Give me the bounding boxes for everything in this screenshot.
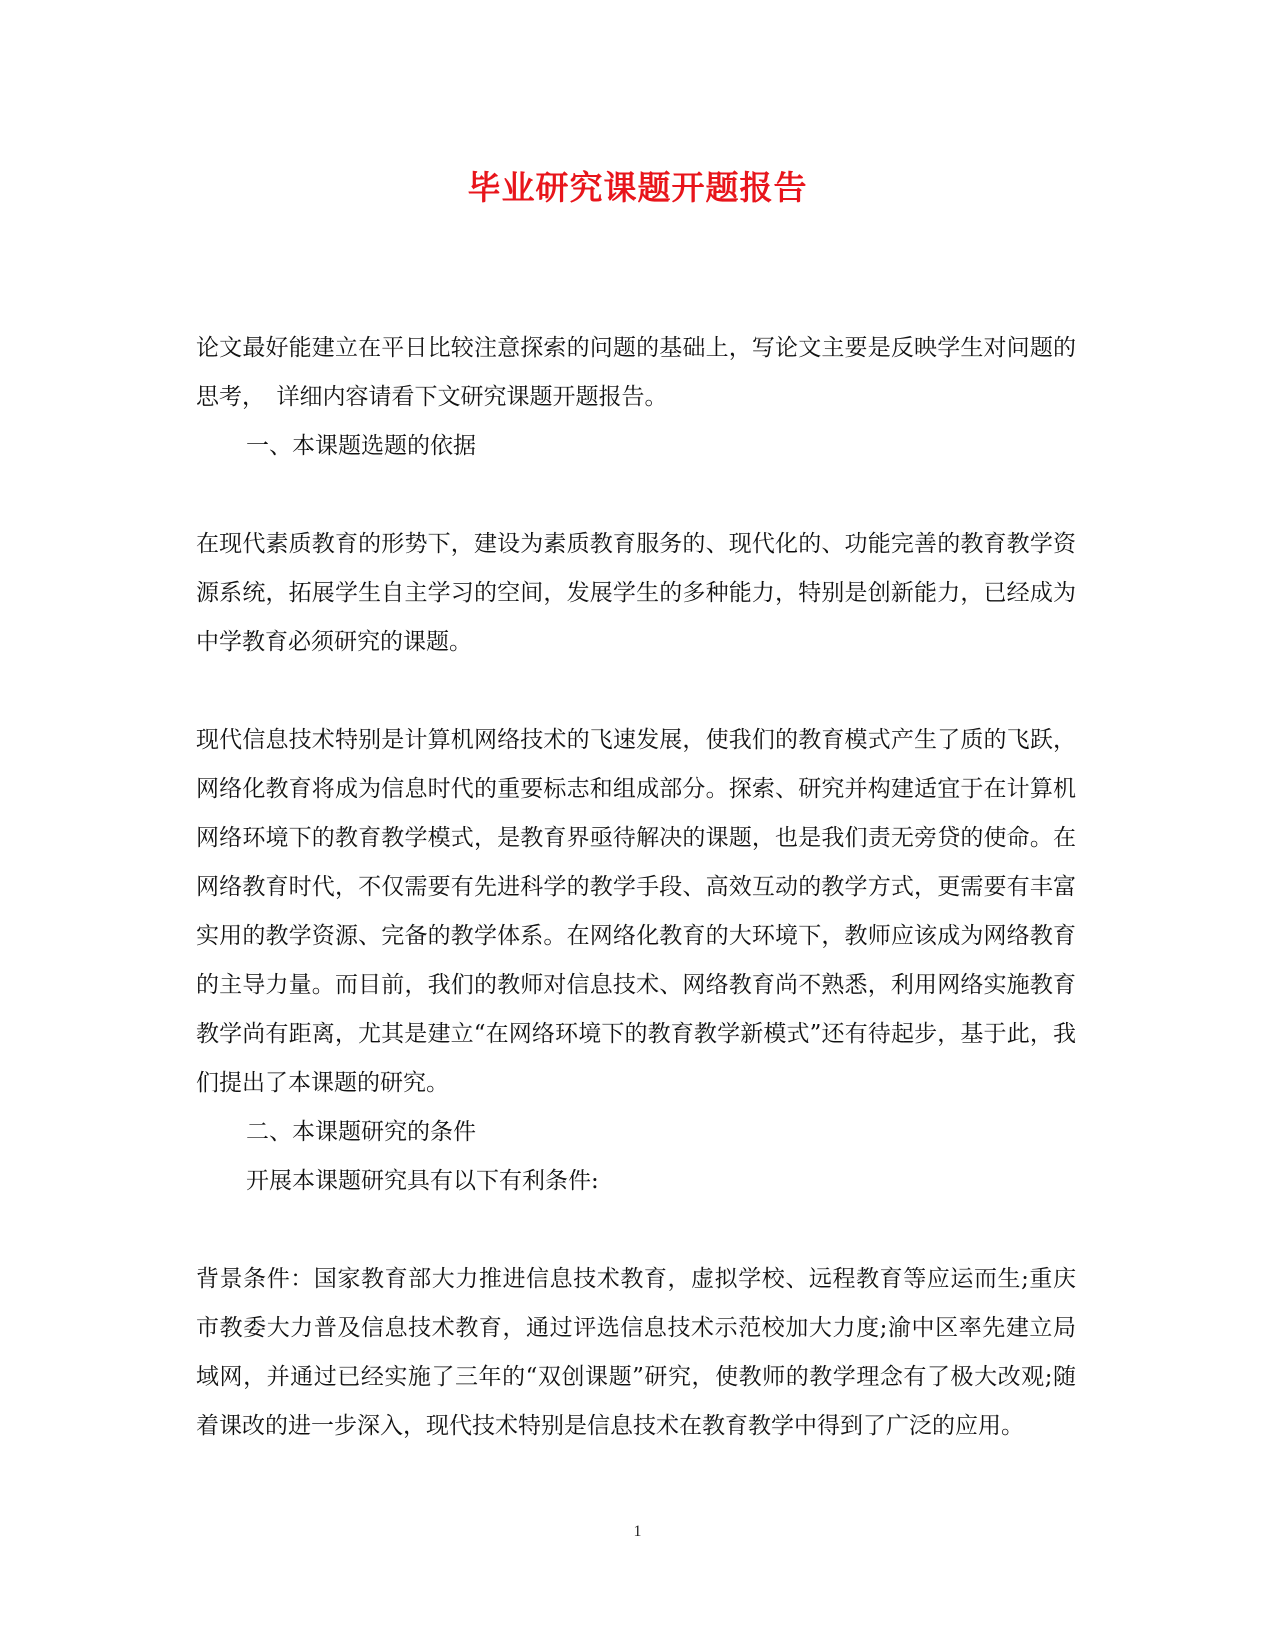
- document-title: 毕业研究课题开题报告: [467, 168, 808, 207]
- page-number: 1: [633, 1523, 642, 1540]
- document-body: [196, 324, 1076, 1451]
- intro-paragraph: 论文最好能建立在平日比较注意探索的问题的基础上，写论文主要是反映学生对问题的思考， 详细内容请看下文研究课题开题报告。: [196, 335, 1076, 410]
- body-paragraph: 开展本课题研究具有以下有利条件:: [246, 1168, 599, 1194]
- body-paragraph: 背景条件：国家教育部大力推进信息技术教育，虚拟学校、远程教育等应运而生;重庆市教委大力普及信息技术教育，通过评选信息技术示范校加大力度;渝中区率先建立局域网，并通过已经实施了三年的“双创课题”研究，使教师的教学理念有了极大改观;随着课改的进一步深入，现代技术特别是信息技术在教育教学中得到了广泛的应用。: [196, 1266, 1076, 1439]
- body-paragraph: 在现代素质教育的形势下，建设为素质教育服务的、现代化的、功能完善的教育教学资源系统，拓展学生自主学习的空间，发展学生的多种能力，特别是创新能力，已经成为中学教育必须研究的课题。: [196, 531, 1076, 655]
- section-heading-1: 一、本课题选题的依据: [246, 433, 476, 459]
- body-paragraph: 现代信息技术特别是计算机网络技术的飞速发展，使我们的教育模式产生了质的飞跃，网络化教育将成为信息时代的重要标志和组成部分。探索、研究并构建适宜于在计算机网络环境下的教育教学模式，是教育界亟待解决的课题，也是我们责无旁贷的使命。在网络教育时代，不仅需要有先进科学的教学手段、高效互动的教学方式，更需要有丰富实用的教学资源、完备的教学体系。在网络化教育的大环境下，教师应该成为网络教育的主导力量。而目前，我们的教师对信息技术、网络教育尚不熟悉，利用网络实施教育教学尚有距离，尤其是建立“在网络环境下的教育教学新模式”还有待起步，基于此，我们提出了本课题的研究。: [196, 727, 1076, 1096]
- section-heading-2: 二、本课题研究的条件: [246, 1119, 476, 1145]
